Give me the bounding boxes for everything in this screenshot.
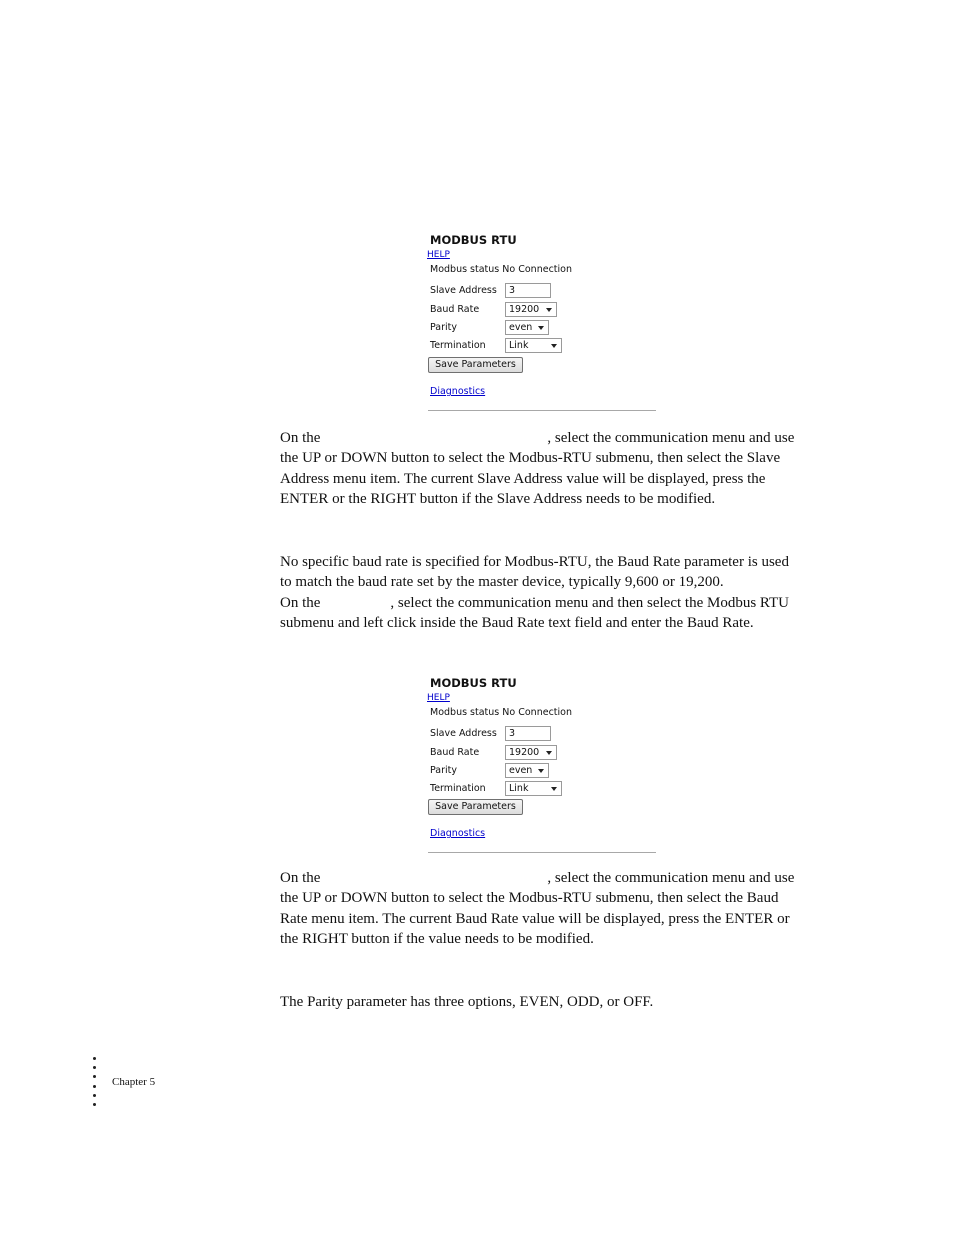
baud-rate-select[interactable]	[505, 302, 557, 317]
divider	[428, 852, 656, 853]
page-margin-dots	[93, 1057, 97, 1112]
parity-select[interactable]	[505, 320, 549, 335]
text: , select the communication menu and use	[547, 430, 795, 446]
status-value: No Connection	[502, 707, 572, 718]
text: No specific baud rate is specified for Modbus-RTU, the Baud Rate parameter is used	[280, 554, 789, 570]
chapter-footer: Chapter 5	[112, 1076, 156, 1088]
text: On the	[280, 870, 321, 886]
slave-address-label: Slave Address	[430, 285, 497, 296]
text: Address menu item. The current Slave Address value will be displayed, press the	[280, 470, 766, 487]
help-link[interactable]: HELP	[427, 250, 450, 260]
baud-rate-select[interactable]	[505, 745, 557, 760]
chevron-down-icon	[546, 751, 552, 755]
termination-label: Termination	[430, 340, 486, 351]
text: The Parity parameter has three options, EVEN, ODD, or OFF.	[280, 994, 654, 1010]
text: , select the communication menu and use	[547, 870, 795, 886]
termination-label: Termination	[430, 783, 486, 794]
slave-address-label: Slave Address	[430, 728, 497, 739]
status-value: No Connection	[502, 264, 572, 275]
status-label: Modbus status	[430, 264, 500, 275]
status-label: Modbus status	[430, 707, 500, 718]
text: , select the communication menu and then select the Modbus RTU	[390, 594, 790, 611]
text: the UP or DOWN button to select the Modbus-RTU submenu, then select the Slave	[280, 450, 781, 467]
slave-address-input[interactable]: 3	[505, 726, 551, 741]
save-parameters-button[interactable]: Save Parameters	[428, 357, 523, 373]
panel-title: MODBUS RTU	[430, 233, 517, 247]
panel-title: MODBUS RTU	[430, 676, 517, 690]
termination-select[interactable]	[505, 338, 562, 353]
help-link[interactable]: HELP	[427, 693, 450, 703]
text: the UP or DOWN button to select the Modbus-RTU submenu, then select the Baud	[280, 890, 779, 907]
divider	[428, 410, 656, 411]
paragraph-slave-address-keypad	[280, 428, 820, 510]
text: to match the baud rate set by the master device, typically 9,600 or 19,200.	[280, 574, 724, 591]
baud-rate-value: 19200	[509, 304, 540, 315]
modbus-status	[430, 707, 572, 718]
diagnostics-link[interactable]: Diagnostics	[430, 828, 486, 839]
baud-rate-value: 19200	[509, 747, 540, 758]
parity-label: Parity	[430, 765, 458, 776]
text: On the	[280, 430, 321, 446]
text: On the	[280, 594, 321, 611]
paragraph-baud-rate-keypad	[280, 868, 820, 950]
parity-value: even	[509, 765, 533, 776]
text: the RIGHT button if the value needs to be modified.	[280, 931, 594, 948]
parity-label: Parity	[430, 322, 458, 333]
slave-address-input[interactable]: 3	[505, 283, 551, 298]
modbus-rtu-panel-1	[427, 233, 657, 413]
baud-rate-label: Baud Rate	[430, 747, 480, 758]
chevron-down-icon	[546, 308, 552, 312]
chevron-down-icon	[551, 787, 557, 791]
baud-rate-label: Baud Rate	[430, 304, 480, 315]
text: Rate menu item. The current Baud Rate value will be displayed, press the ENTER or	[280, 910, 790, 927]
chevron-down-icon	[538, 326, 544, 330]
parity-select[interactable]	[505, 763, 549, 778]
modbus-rtu-panel-2	[427, 676, 657, 856]
termination-value: Link	[509, 340, 529, 351]
termination-select[interactable]	[505, 781, 562, 796]
save-parameters-button[interactable]: Save Parameters	[428, 799, 523, 815]
text: ENTER or the RIGHT button if the Slave Address needs to be modified.	[280, 491, 716, 508]
parity-value: even	[509, 322, 533, 333]
termination-value: Link	[509, 783, 529, 794]
paragraph-parity	[280, 992, 820, 1012]
modbus-status	[430, 264, 572, 275]
paragraph-baud-rate	[280, 552, 820, 634]
diagnostics-link[interactable]: Diagnostics	[430, 386, 486, 397]
text: submenu and left click inside the Baud Rate text field and enter the Baud Rate.	[280, 615, 754, 632]
chevron-down-icon	[551, 344, 557, 348]
chevron-down-icon	[538, 769, 544, 773]
